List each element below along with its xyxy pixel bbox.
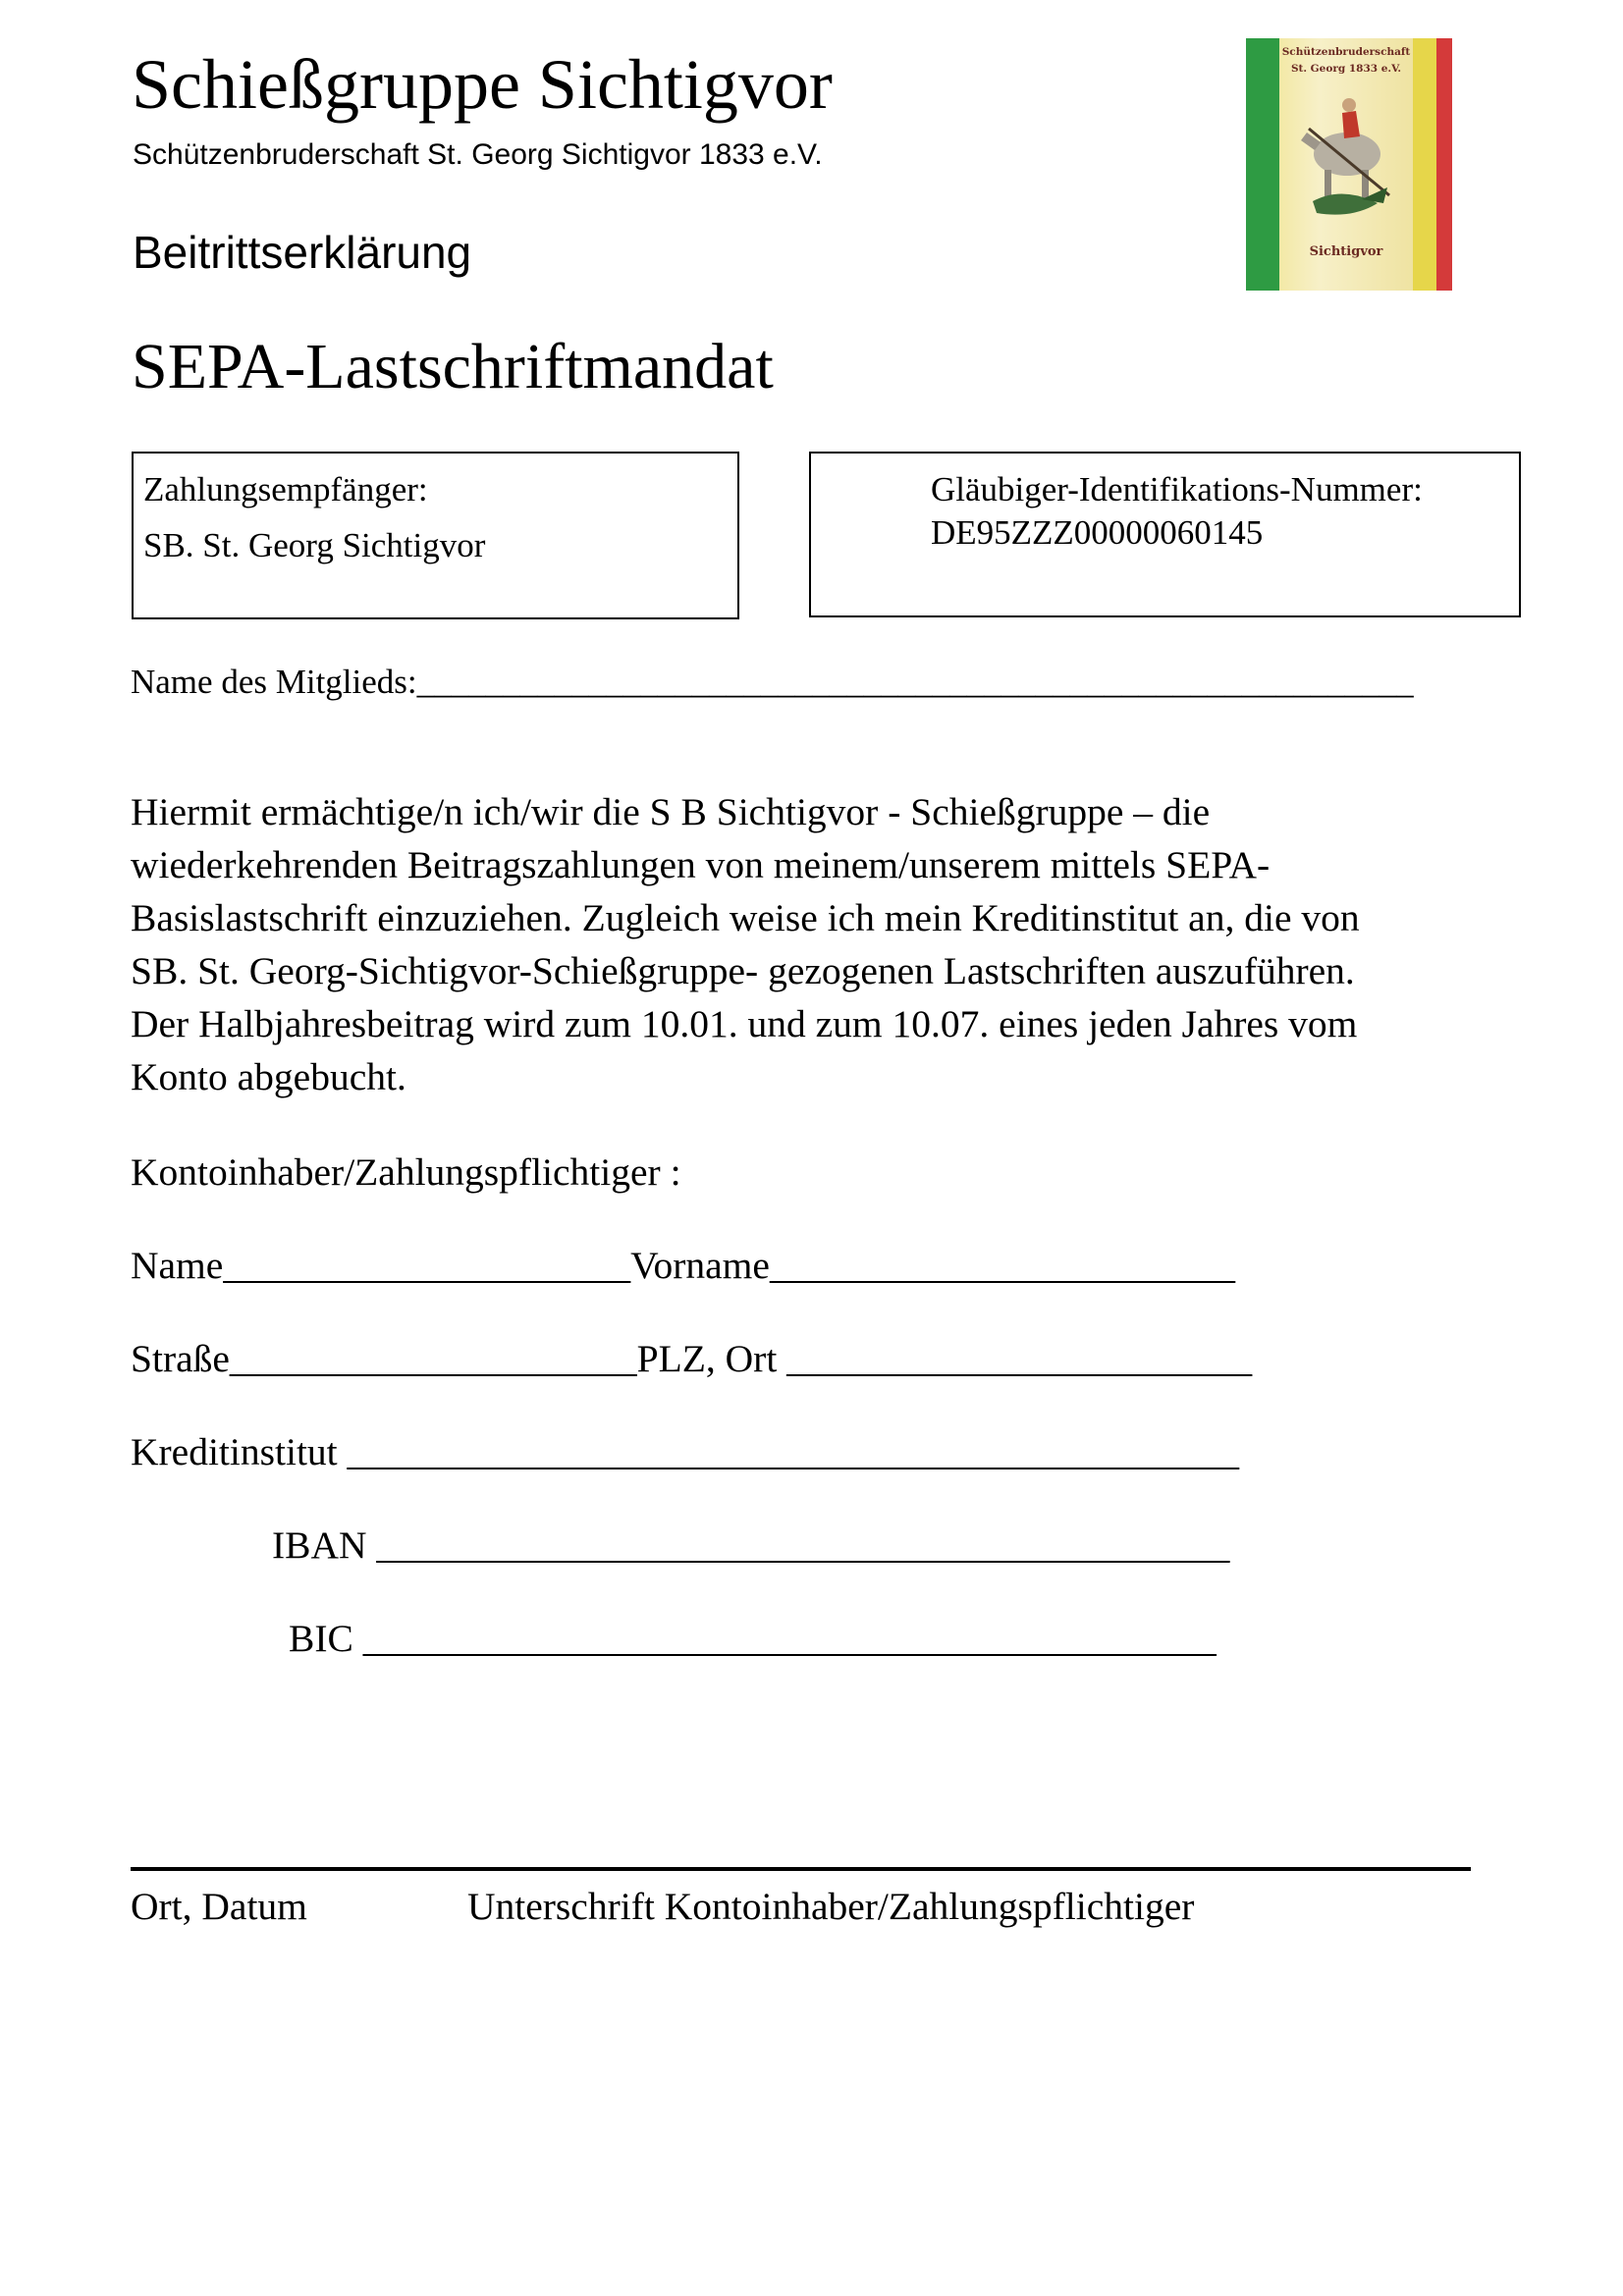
creditor-id-box [809,452,1521,617]
mandate-text-line: wiederkehrenden Beitragszahlungen von meinem/unserem mittels SEPA- [131,843,1271,886]
club-logo [1246,38,1452,291]
logo-green-stripe [1246,38,1279,291]
payee-label: Zahlungsempfänger: [143,470,428,508]
creditor-id-value: DE95ZZZ00000060145 [931,513,1264,552]
organization-subtitle: Schützenbruderschaft St. Georg Sichtigvor 1833 e.V. [133,138,823,171]
name-firstname-field[interactable]: Name_____________________Vorname________________________ [131,1244,1235,1287]
iban-field[interactable]: IBAN ____________________________________________ [272,1523,1230,1567]
form-title: Beitrittserklärung [133,227,472,278]
st-george-dragon-icon [1293,93,1401,231]
mandate-text-line: SB. St. Georg-Sichtigvor-Schießgruppe- gezogenen Lastschriften auszuführen. [131,949,1355,992]
organization-title: Schießgruppe Sichtigvor [132,45,833,124]
mandate-title: SEPA-Lastschriftmandat [132,331,774,402]
mandate-text-line: Konto abgebucht. [131,1055,406,1098]
logo-text-line1: Schützenbruderschaft [1281,46,1411,58]
signature-label: Unterschrift Kontoinhaber/Zahlungspflichtiger [467,1885,1195,1928]
signature-line[interactable] [131,1867,1471,1871]
mandate-text-line: Basislastschrift einzuziehen. Zugleich weise ich mein Kreditinstitut an, die von [131,896,1360,939]
bic-field[interactable]: BIC ____________________________________________ [289,1617,1217,1660]
logo-text-line2: St. Georg 1833 e.V. [1290,63,1402,75]
mandate-text-line: Hiermit ermächtige/n ich/wir die S B Sichtigvor - Schießgruppe – die [131,790,1211,833]
bank-field[interactable]: Kreditinstitut ______________________________________________ [131,1430,1240,1473]
creditor-id-label: Gläubiger-Identifikations-Nummer: [931,470,1423,508]
mandate-text-line: Der Halbjahresbeitrag wird zum 10.01. und zum 10.07. eines jeden Jahres vom [131,1002,1358,1045]
logo-red-stripe [1436,38,1452,291]
logo-yellow-stripe [1413,38,1436,291]
member-name-field[interactable]: Name des Mitglieds:__________________________________________________________ [131,663,1414,701]
account-holder-label: Kontoinhaber/Zahlungspflichtiger : [131,1150,681,1194]
payee-name: SB. St. Georg Sichtigvor [143,526,486,564]
place-date-label: Ort, Datum [131,1885,307,1928]
logo-text-line3: Sichtigvor [1309,244,1383,259]
payee-box [132,452,739,619]
street-postcode-city-field[interactable]: Straße_____________________PLZ, Ort ________________________ [131,1337,1253,1380]
mandate-authorization-text [131,785,1544,1103]
